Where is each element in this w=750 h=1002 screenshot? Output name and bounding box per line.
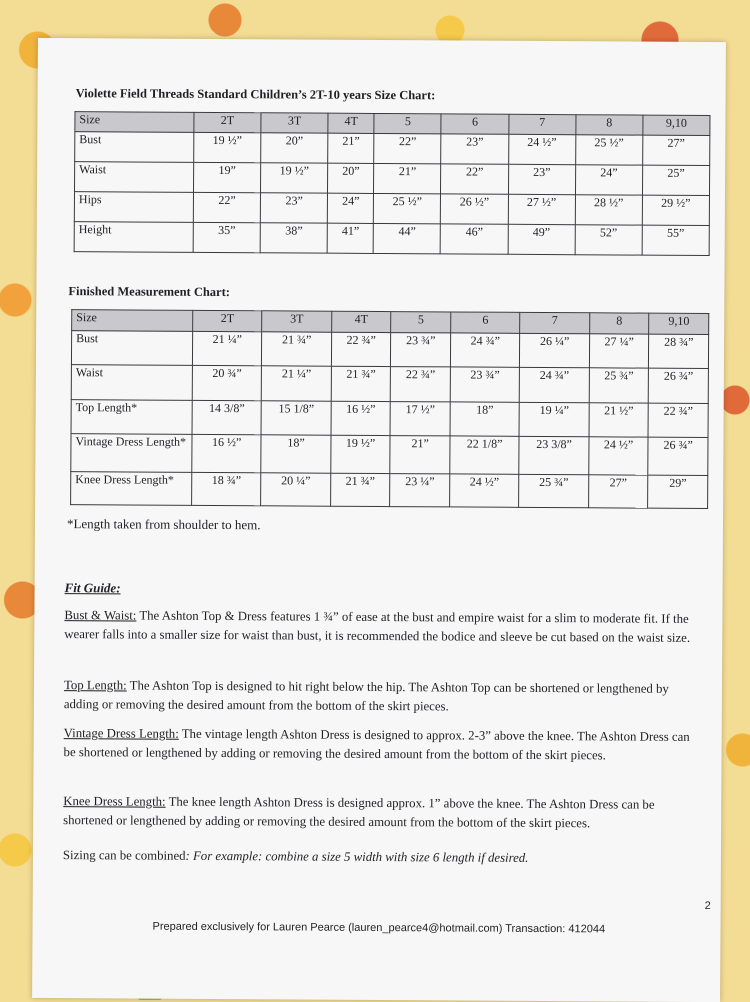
measurement-cell: 21” (390, 436, 450, 474)
measurement-cell: 35” (193, 222, 260, 252)
header-size-cell: 8 (589, 313, 649, 334)
measurement-cell: 19 ¼” (519, 402, 589, 436)
size-chart-title: Violette Field Threads Standard Children’s 2T-10 years Size Chart: (75, 86, 436, 103)
fit-guide-heading: Fit Guide: (64, 580, 121, 596)
header-label-cell: Size (72, 310, 193, 332)
measurement-cell: 23 ¼” (390, 474, 450, 507)
measurement-cell: 28 ¾” (649, 334, 709, 368)
header-size-cell: 4T (328, 113, 374, 133)
top-length-lead: Top Length: (63, 678, 127, 693)
header-size-cell: 2T (193, 310, 263, 331)
row-label-cell: Knee Dress Length* (71, 472, 192, 506)
length-note: *Length taken from shoulder to hem. (66, 516, 261, 533)
standard-size-table (74, 111, 711, 256)
measurement-cell: 26 ¾” (649, 368, 709, 403)
measurement-cell: 16 ½” (192, 434, 262, 472)
row-label-cell: Bust (71, 331, 192, 366)
measurement-cell: 15 1/8” (261, 401, 331, 435)
measurement-cell: 21” (374, 163, 441, 193)
measurement-cell: 22” (441, 164, 508, 194)
measurement-cell: 21” (328, 133, 374, 163)
measurement-cell: 44” (373, 223, 440, 253)
header-size-cell: 6 (451, 312, 521, 333)
measurement-cell: 27” (588, 475, 648, 508)
measurement-cell: 20” (328, 163, 374, 193)
table-row (74, 222, 709, 256)
bust-waist-lead: Bust & Waist: (64, 608, 137, 623)
measurement-cell: 23” (441, 134, 508, 164)
measurement-cell: 20 ¼” (261, 473, 331, 506)
measurement-cell: 20” (261, 133, 328, 163)
measurement-cell: 24” (575, 165, 642, 195)
measurement-cell: 21 ¾” (331, 366, 391, 401)
measurement-cell: 24 ¾” (450, 333, 520, 367)
header-size-cell: 3T (262, 311, 332, 332)
combined-sizing-text: Sizing can be combined (62, 848, 186, 863)
measurement-cell: 26 ½” (441, 194, 508, 224)
measurement-cell: 52” (575, 225, 642, 255)
measurement-cell: 16 ½” (331, 401, 391, 435)
row-label-cell: Waist (71, 365, 192, 401)
measurement-cell: 23 ¾” (391, 333, 451, 367)
footer-text: Prepared exclusively for Lauren Pearce (lauren_pearce4@hotmail.com) Transaction: 412044 (152, 920, 606, 936)
header-size-cell: 9,10 (643, 115, 710, 135)
measurement-cell: 24” (328, 193, 374, 223)
combined-sizing-example: : For example: combine a size 5 width with size 6 length if desired. (185, 848, 529, 865)
header-label-cell: Size (75, 112, 194, 133)
table-row (71, 472, 708, 509)
header-size-cell: 6 (441, 114, 508, 134)
header-size-cell: 5 (391, 312, 451, 333)
finished-chart-title: Finished Measurement Chart: (68, 284, 230, 300)
header-size-cell: 2T (194, 112, 261, 132)
finished-measurement-table (70, 309, 709, 509)
measurement-cell: 29 ½” (642, 195, 709, 225)
header-size-cell: 9,10 (649, 313, 709, 334)
measurement-cell: 22 ¾” (648, 403, 708, 437)
measurement-cell: 21 ¼” (192, 331, 262, 365)
combined-sizing-paragraph (63, 846, 703, 869)
row-label-cell: Hips (74, 192, 193, 223)
measurement-cell: 18” (261, 435, 331, 473)
measurement-cell: 27 ½” (508, 194, 575, 224)
document-page (32, 38, 726, 1002)
measurement-cell: 23 3/8” (519, 436, 589, 474)
measurement-cell: 22” (193, 192, 260, 222)
measurement-cell: 23” (260, 193, 327, 223)
measurement-cell: 25 ¾” (589, 368, 649, 403)
table-row (71, 331, 708, 369)
measurement-cell: 24 ½” (508, 134, 575, 164)
measurement-cell: 22 ¾” (331, 332, 391, 366)
table-row (71, 400, 708, 438)
measurement-cell: 29” (648, 475, 708, 508)
measurement-cell: 27 ¼” (589, 334, 649, 368)
measurement-cell: 55” (642, 225, 709, 255)
header-size-cell: 7 (508, 114, 575, 134)
row-label-cell: Waist (75, 162, 194, 193)
measurement-cell: 25 ½” (374, 193, 441, 223)
bust-waist-text: The Ashton Top & Dress features 1 ¾” of ease at the bust and empire waist for a slim to moderate fit. If the wearer falls into a smaller size for waist than bust, it is recommended the bodice and sleeve be cut based on the waist size. (64, 608, 691, 645)
measurement-cell: 19 ½” (194, 132, 261, 162)
header-size-cell: 4T (331, 311, 391, 332)
table-row (71, 434, 708, 476)
measurement-cell: 24 ½” (450, 474, 520, 507)
measurement-cell: 26 ¼” (520, 333, 590, 367)
header-size-cell: 7 (520, 312, 590, 333)
measurement-cell: 26 ¾” (648, 437, 708, 475)
measurement-cell: 24 ½” (589, 437, 649, 475)
measurement-cell: 18 ¾” (192, 472, 262, 505)
measurement-cell: 21 ¼” (262, 366, 332, 401)
measurement-cell: 20 ¾” (192, 365, 262, 400)
measurement-cell: 28 ½” (575, 195, 642, 225)
measurement-cell: 19 ½” (331, 435, 391, 473)
row-label-cell: Vintage Dress Length* (71, 434, 192, 473)
table-row (75, 162, 710, 196)
measurement-cell: 49” (508, 224, 575, 254)
measurement-cell: 19” (193, 162, 260, 192)
table-row (75, 132, 710, 166)
measurement-cell: 25 ¾” (519, 474, 589, 507)
table-row (71, 365, 708, 404)
measurement-cell: 23 ¾” (450, 367, 520, 402)
measurement-cell: 14 3/8” (192, 400, 262, 434)
knee-length-text: The knee length Ashton Dress is designed approx. 1” above the knee. The Ashton Dress can be shortened or lengthened by adding or removing the desired amount from the bottom of the skirt pieces. (63, 794, 655, 831)
measurement-cell: 18” (450, 402, 520, 436)
knee-length-lead: Knee Dress Length: (63, 794, 166, 809)
vintage-length-text: The vintage length Ashton Dress is designed to approx. 2-3” above the knee. The Ashton Dress can be shortened or lengthened by adding or removing the desired amount from the bottom of the skirt pieces. (63, 726, 690, 763)
row-label-cell: Top Length* (71, 400, 192, 435)
measurement-cell: 22 1/8” (450, 436, 520, 474)
measurement-cell: 46” (441, 224, 508, 254)
row-label-cell: Bust (75, 132, 194, 163)
measurement-cell: 23” (508, 164, 575, 194)
measurement-cell: 38” (260, 223, 327, 253)
row-label-cell: Height (74, 222, 193, 253)
table-row (74, 192, 709, 226)
measurement-cell: 22 ¾” (391, 367, 451, 402)
vintage-length-lead: Vintage Dress Length: (63, 726, 179, 741)
header-size-cell: 5 (374, 113, 441, 133)
top-length-text: The Ashton Top is designed to hit right below the hip. The Ashton Top can be shortened or lengthened by adding or removing the desired amount from the bottom of the skirt pieces. (63, 678, 669, 714)
page-number: 2 (704, 899, 711, 913)
top-length-paragraph (64, 676, 704, 718)
measurement-cell: 21 ¾” (330, 473, 390, 506)
measurement-cell: 17 ½” (390, 402, 450, 436)
measurement-cell: 41” (327, 223, 373, 253)
measurement-cell: 27” (643, 135, 710, 165)
measurement-cell: 22” (374, 133, 441, 163)
measurement-cell: 25 ½” (575, 135, 642, 165)
vintage-length-paragraph (64, 724, 704, 766)
measurement-cell: 25” (642, 165, 709, 195)
header-size-cell: 8 (576, 115, 643, 135)
measurement-cell: 21 ¾” (262, 332, 332, 366)
knee-length-paragraph (63, 792, 703, 834)
bust-waist-paragraph (64, 606, 704, 648)
measurement-cell: 24 ¾” (520, 367, 590, 402)
measurement-cell: 19 ½” (261, 163, 328, 193)
header-size-cell: 3T (261, 113, 328, 133)
measurement-cell: 21 ½” (589, 403, 649, 437)
